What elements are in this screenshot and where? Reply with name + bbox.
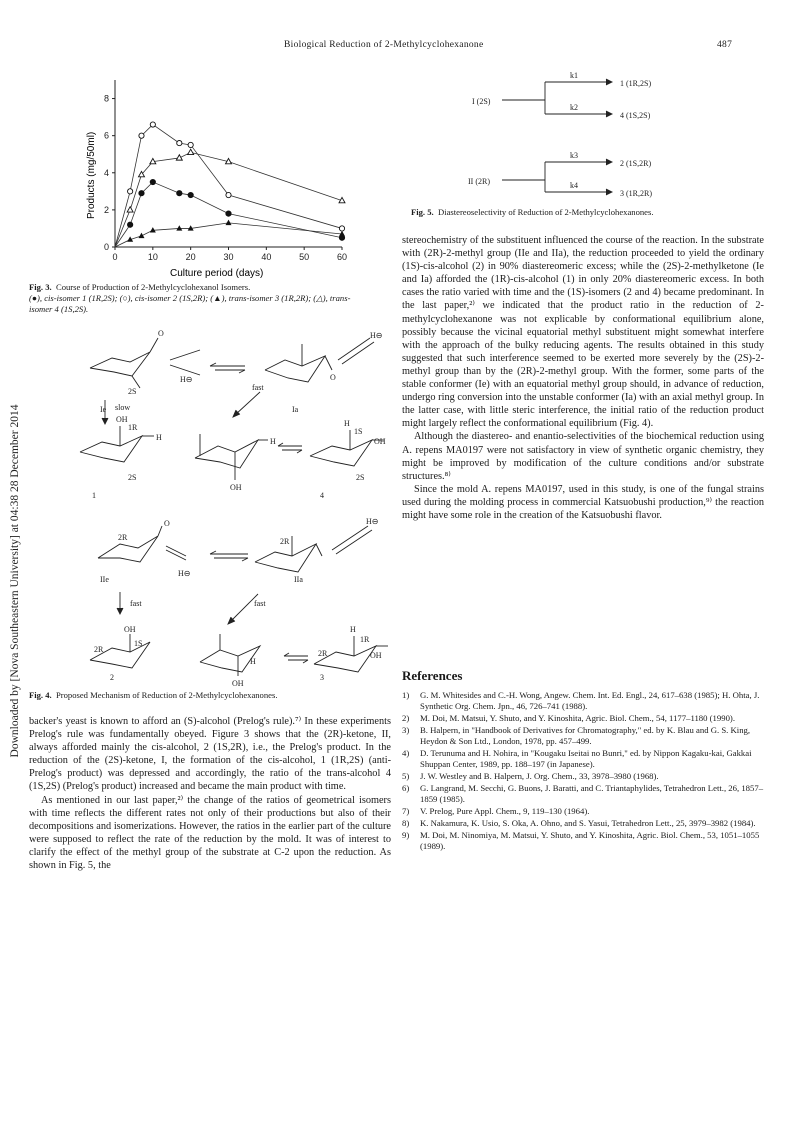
arrow-hminus-iie: [166, 546, 186, 560]
label-o-ie: O: [158, 329, 164, 338]
fig4-scheme: [70, 330, 395, 615]
label-p4: 4 (1S,2S): [620, 111, 651, 120]
data-point: [176, 225, 182, 230]
label-k2: k2: [570, 103, 578, 112]
right-body: [402, 234, 764, 522]
label-compound-3: 3: [320, 673, 324, 682]
fig4-scheme-bottom: [70, 599, 395, 688]
reference-text: G. Langrand, M. Secchi, G. Buons, J. Baratti, and C. Triantaphylides, Tetrahedron Lett., 26, 1857–1859 (1985).: [420, 783, 764, 804]
label-hminus-1: H⊖: [180, 375, 193, 384]
x-tick-label: 30: [223, 252, 234, 262]
label-compound-2: 2: [110, 673, 114, 682]
chart-ylabel: Products (mg/50ml): [86, 131, 97, 219]
label-k1: k1: [570, 71, 578, 80]
label-o-iie: O: [164, 519, 170, 528]
label-h-4a: H: [270, 437, 276, 446]
structure-1: [80, 415, 162, 500]
reference-number: 7): [402, 806, 410, 816]
label-1s: 1S: [354, 427, 363, 436]
arrow-hminus-ia: [338, 338, 374, 364]
structure-IIe: [98, 519, 170, 584]
x-tick-label: 40: [261, 252, 272, 262]
y-tick-label: 0: [103, 242, 109, 252]
reference-item: [402, 725, 764, 747]
reference-number: 4): [402, 748, 410, 758]
reference-text: K. Nakamura, K. Usio, S. Oka, A. Ohno, and S. Yasui, Tetrahedron Lett., 25, 3979–3982 (1984).: [420, 818, 756, 828]
label-p1: 1 (1R,2S): [620, 79, 652, 88]
label-2r-3: 2R: [318, 649, 328, 658]
label-h-3a: H: [250, 657, 256, 666]
label-II: II (2R): [468, 177, 490, 186]
reference-text: B. Halpern, in "Handbook of Derivatives for Chromatography," ed. by K. Blau and G. S. King, Heydon & Son Ltd., London, 1978, pp. 457–499.: [420, 725, 751, 746]
fig4-caption-text: Proposed Mechanism of Reduction of 2-Methylcyclohexanones.: [55, 690, 278, 700]
structure-2: [90, 625, 150, 682]
fig3-legend: (●), cis-isomer 1 (1R,2S); (○), cis-isomer 2 (1S,2R); (▲), trans-isomer 3 (1R,2R); (△), trans-isomer 4 (1S,2S).: [29, 293, 351, 314]
arrow-equilibrium-I: [210, 363, 245, 373]
label-oh-2: OH: [124, 625, 136, 634]
series-line: [115, 223, 342, 247]
arrow-hminus-iia: [332, 526, 372, 554]
structure-IIa: [255, 536, 322, 584]
label-compound-4: 4: [320, 491, 324, 500]
reference-item: [402, 830, 764, 852]
data-point: [139, 191, 144, 196]
references-title: References: [402, 668, 463, 683]
label-2s-1: 2S: [128, 473, 137, 482]
label-Ia: Ia: [292, 405, 299, 414]
arrow-equilibrium-4: [278, 443, 302, 453]
label-hminus-4: H⊖: [366, 517, 379, 526]
page-number: 487: [717, 40, 733, 50]
reference-number: 3): [402, 725, 410, 735]
data-point: [226, 211, 231, 216]
y-tick-label: 4: [103, 167, 109, 178]
label-k4: k4: [570, 181, 578, 190]
structure-3-b: [314, 625, 388, 682]
label-slow: slow: [115, 403, 131, 412]
fig5-diagram: [410, 62, 750, 212]
label-oh-4a: OH: [230, 483, 242, 492]
data-point: [188, 142, 193, 147]
chart-xlabel: Culture period (days): [170, 268, 264, 279]
y-tick-label: 2: [103, 204, 109, 215]
label-h-3b: H: [350, 625, 356, 634]
label-h-1: H: [156, 433, 162, 442]
references-list: [402, 690, 764, 853]
fig3-caption: [29, 282, 369, 315]
label-Ie: Ie: [100, 405, 107, 414]
label-oh-3a: OH: [232, 679, 244, 688]
series-line: [115, 152, 342, 247]
data-point: [226, 192, 231, 197]
fig5-caption: [411, 207, 751, 218]
reference-item: [402, 771, 764, 782]
reference-text: M. Doi, M. Matsui, Y. Shuto, and Y. Kinoshita, Agric. Biol. Chem., 54, 1177–1180 (1990).: [420, 713, 736, 723]
reference-item: [402, 748, 764, 770]
label-k3: k3: [570, 151, 578, 160]
label-p3: 3 (1R,2R): [620, 189, 652, 198]
label-p2: 2 (1S,2R): [620, 159, 652, 168]
label-hminus-2: H⊖: [370, 331, 383, 340]
data-point: [128, 189, 133, 194]
label-2s-4: 2S: [356, 473, 365, 482]
arrow-equilibrium-II: [210, 551, 248, 561]
reference-item: [402, 818, 764, 829]
data-point: [177, 191, 182, 196]
label-fast-2: fast: [130, 599, 142, 608]
data-point: [226, 220, 232, 225]
data-point: [150, 122, 155, 127]
label-oh-4b: OH: [374, 437, 386, 446]
reference-item: [402, 806, 764, 817]
y-tick-label: 6: [103, 130, 109, 141]
structure-4-a: [195, 434, 276, 492]
data-point: [177, 140, 182, 145]
label-hminus-3: H⊖: [178, 569, 191, 578]
structure-Ia: [265, 344, 336, 414]
data-point: [339, 226, 344, 231]
label-IIe: IIe: [100, 575, 109, 584]
x-tick-label: 20: [185, 252, 196, 262]
x-tick-label: 10: [147, 252, 158, 262]
right-body-p1: stereochemistry of the substituent influenced the course of the reaction. In the substrate with (2R)-2-methyl group (IIe and IIa), the reduction proceeded to yield the ordinary (1S)-cis-alcohol (2) in 90% diastereomeric excess; while the (2S)-2-methylketone (Ie and Ia) afforded the (1R)-cis-alcohol (1) in only 20% diastereomeric excess. In both cases the ratio varied with time and the (1S)-isomers (2 and 4) became predominant. In the last paper,²⁾ we indicated that the product ratio in the reduction of 2-methylcyclohexanone was not explicable by conformational equilibrium alone, possibly because the vicinal equatorial methyl substituent might somewhat interfere with the approach of the bulky reducing agents. The results obtained in this study suggested that such interference seemed to be exerted more severely by the (2S)-2-methyl group than by the (2R)-2-methyl group. With the former, some parts of the stable conformer (Ie) with an equatorial methyl group should, in advance of reduction, undergo ring conversion into the unstable conformer (Ia) with an axial methyl group. In the latter case, with little steric interference, the initial ratio of the reduction product might largely reflect the conformational equilibrium (Fig. 4).: [402, 235, 764, 430]
reference-item: [402, 690, 764, 712]
reference-number: 2): [402, 713, 410, 723]
label-1r-3: 1R: [360, 635, 370, 644]
reference-number: 6): [402, 783, 410, 793]
fig5-caption-text: Diastereoselectivity of Reduction of 2-Methylcyclohexanones.: [437, 207, 654, 217]
right-body-p3: Since the mold A. repens MA0197, used in this study, is one of the fungal strains used during the molding process in commercial Katsuobushi production,⁹⁾ the reaction might have some role in the creation of the Katsuobushi flavor.: [402, 483, 764, 521]
download-note: Downloaded by [Nova Southeastern University] at 04:38 28 December 2014: [9, 404, 21, 758]
left-body: [29, 715, 391, 872]
chart-series: [115, 122, 345, 247]
label-oh-1: OH: [116, 415, 128, 424]
arrow-hminus-ie: [170, 350, 200, 375]
label-1r: 1R: [128, 423, 138, 432]
fig3-label: Fig. 3.: [29, 282, 52, 292]
label-1s-2: 1S: [134, 639, 143, 648]
data-point: [139, 133, 144, 138]
reference-text: G. M. Whitesides and C.-H. Wong, Angew. Chem. Int. Ed. Engl., 24, 617–638 (1985); H. Ohta, J. Synthetic Org. Chem. Jpn., 46, 726–741 (1988).: [420, 690, 760, 711]
fig3-caption-text: Course of Production of 2-Methylcyclohexanol Isomers.: [55, 282, 251, 292]
label-2r-iia: 2R: [280, 537, 290, 546]
label-fast-1: fast: [252, 383, 264, 392]
reference-text: J. W. Westley and B. Halpern, J. Org. Chem., 33, 3978–3980 (1968).: [420, 771, 659, 781]
fig4-label: Fig. 4.: [29, 690, 52, 700]
left-body-p2: As mentioned in our last paper,²⁾ the change of the ratios of geometrical isomers with time reflects the different rates not only of their productions but also of their decompositions and isomerizations. However, the ratios in the earlier part of the culture were supposed to reflect the rate of the reduction by the mold. It was of interest to clarify the effect of the methyl group of the substrate at C-2 upon the reduction. As shown in Fig. 5, the: [29, 794, 391, 872]
label-o-ia: O: [330, 373, 336, 382]
label-h-4b: H: [344, 419, 350, 428]
fig3-chart: [80, 72, 355, 282]
data-point: [127, 207, 133, 212]
y-tick-label: 8: [103, 93, 109, 104]
data-point: [176, 155, 182, 160]
fig4-caption: [29, 690, 389, 701]
label-fast-3: fast: [254, 599, 266, 608]
running-title: Biological Reduction of 2-Methylcyclohexanone: [284, 40, 484, 50]
data-point: [128, 222, 133, 227]
right-body-p2: Although the diastereo- and enantio-selectivities of the biochemical reduction using A. repens MA0197 were not satisfactory in view of synthetic organic chemistry, they might be improved by modification of the culture conditions and/or substrate structures.⁸⁾: [402, 431, 764, 482]
reference-number: 5): [402, 771, 410, 781]
data-point: [150, 179, 155, 184]
x-tick-label: 60: [336, 252, 348, 262]
x-tick-label: 0: [112, 252, 118, 262]
arrow-fast-1: [235, 392, 260, 415]
reference-text: D. Terunuma and H. Nohira, in "Kougaku Iseitai no Bunri," ed. by Nippon Kagaku-kai, Gakkai Shuppan Center, 1989, pp. 188–197 (in Japanese).: [420, 748, 752, 769]
label-I: I (2S): [472, 97, 491, 106]
label-2s-ie: 2S: [128, 387, 137, 396]
reference-item: [402, 713, 764, 724]
reference-item: [402, 783, 764, 805]
reference-number: 9): [402, 830, 410, 840]
structure-3-a: [200, 634, 260, 688]
label-oh-3b: OH: [370, 651, 382, 660]
arrow-equilibrium-3: [284, 653, 308, 663]
label-IIa: IIa: [294, 575, 303, 584]
reference-number: 1): [402, 690, 410, 700]
data-point: [188, 192, 193, 197]
x-tick-label: 50: [299, 252, 310, 262]
label-compound-1: 1: [92, 491, 96, 500]
fig5-label: Fig. 5.: [411, 207, 434, 217]
label-2r-2: 2R: [94, 645, 104, 654]
data-point: [138, 233, 144, 238]
reference-number: 8): [402, 818, 410, 828]
reference-text: V. Prelog, Pure Appl. Chem., 9, 119–130 (1964).: [420, 806, 590, 816]
left-body-p1: backer's yeast is known to afford an (S)-alcohol (Prelog's rule).⁷⁾ In these experiments Prelog's rule was fundamentally obeyed. Figure 3 shows that the (2R)-ketone, II, always afforded mainly the cis-alcohol, 2 (1S,2R), i.e., the Prelog's product. In the reduction of the (2S)-ketone, I, the formation of the cis-alcohol, 1 (1R,2S) (anti-Prelog's product) was depressed and accordingly, the ratio of the trans-alcohol 4 (1S,2S) (Prelog's product) increased and became the main product with time.: [29, 716, 391, 793]
label-2r-iie: 2R: [118, 533, 128, 542]
reference-text: M. Doi, M. Ninomiya, M. Matsui, Y. Shuto, and Y. Kinoshita, Agric. Biol. Chem., 53, 1051–1055 (1989).: [420, 830, 760, 851]
data-point: [188, 149, 194, 154]
structure-4-b: [310, 419, 386, 500]
structure-Ie: [90, 329, 164, 414]
